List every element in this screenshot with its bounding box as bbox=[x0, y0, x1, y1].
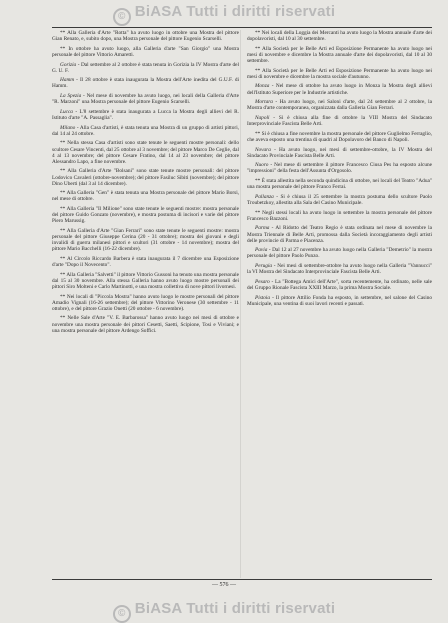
news-paragraph bbox=[52, 168, 239, 186]
news-paragraph bbox=[247, 30, 432, 42]
paragraph-text: - Il 28 ottobre è stata inaugurata la Mostra dell'Arte inedita del G.U.F. di Hamm. bbox=[52, 77, 239, 90]
news-paragraph bbox=[247, 263, 432, 275]
news-paragraph bbox=[247, 131, 432, 143]
news-paragraph bbox=[247, 46, 432, 64]
paragraph-text: ** Nei locali della Loggia dei Mercanti ha avuto luogo la Mostra annuale d'arte dei dopolavoristi, dal 10 al 30 settembre. bbox=[247, 30, 432, 43]
paragraph-text: - Al Ridotto del Teatro Regio è stata ordinata nel mese di novembre la Mostra Triennale di Belle Arti, promossa dalla Società incoraggiamento degli artisti delle provincie di Parma e Piacenza. bbox=[247, 225, 432, 244]
news-paragraph bbox=[247, 210, 432, 222]
paragraph-text: - Alla Casa d'artisti, è stata tenuta una Mostra di un gruppo di artisti pittori, dal 14 al 24 ottobre. bbox=[52, 124, 239, 137]
paragraph-text: ** Alla Galleria d'Arte "Gian Ferrari" sono state tenute le seguenti mostre: mostra personale del pittore Giuseppe Cerina (20 - 31 ottobre); mostra dei giovani e degli invalidi di guerra milanesi pittori e scultori (31 ottobre - 14 novembre); mostra del pittore Mario Bacchelli (16-22 dicembre). bbox=[52, 227, 239, 253]
paragraph-text: - Ha avuto luogo, nei mesi di settembre-ottobre, la IV Mostra del Sindacato Provinciale Fascista Belle Arti. bbox=[247, 146, 432, 159]
city-name: Gorizia bbox=[60, 61, 77, 68]
news-paragraph bbox=[52, 228, 239, 252]
watermark-top bbox=[0, 3, 448, 26]
paragraph-text: - Nei mesi di settembre-ottobre ha avuto luogo nella Galleria "Vannucci" la VI Mostra del Sindacato Interprovinciale Fascista Belle Arti. bbox=[247, 263, 432, 276]
news-paragraph bbox=[52, 109, 239, 121]
paragraph-text: ** Al Circolo Riccardo Barbera è stata inaugurata il 7 dicembre una Esposizione d'arte "Dopo il Novecento". bbox=[52, 255, 239, 269]
news-paragraph bbox=[52, 272, 239, 290]
city-name: Nuoro bbox=[255, 162, 269, 169]
copyright-seal-icon: © bbox=[113, 8, 131, 26]
city-name: Milano bbox=[60, 124, 76, 131]
paragraph-text: - Nel mese di novembre ha avuto luogo, nei locali della Galleria d'Arte "R. Marzoni" una Mostra personale del pittore Eugenio Scarselli. bbox=[52, 93, 239, 106]
news-paragraph bbox=[247, 247, 432, 259]
news-paragraph bbox=[52, 125, 239, 137]
paragraph-text: ** Alla Società per le Belle Arti ed Esposizione Permanente ha avuto luogo nei mesi di novembre e dicembre la mostra sociale d'autunno. bbox=[247, 67, 432, 80]
news-paragraph bbox=[52, 30, 239, 42]
column-divider bbox=[240, 30, 241, 578]
news-paragraph bbox=[52, 62, 239, 74]
left-column bbox=[52, 30, 239, 337]
paragraph-text: ** Negli stessi locali ha avuto luogo in settembre la mostra personale del pittore Francesco Bazzoni. bbox=[247, 209, 432, 222]
news-paragraph bbox=[247, 194, 432, 206]
paragraph-text: - Nel mese di ottobre ha avuto luogo in Monza la Mostra degli allievi dell'Istituto Superiore per le Industrie artistiche. bbox=[247, 83, 432, 96]
news-paragraph bbox=[247, 147, 432, 159]
news-paragraph bbox=[247, 68, 432, 80]
paragraph-text: ** Alla Galleria "Salvetti" il pittore Vittorio Gussoni ha tenuto una mostra personale dal 15 al 30 novembre. Alla stessa Galleria hanno avuto luogo mostre personali dei pittori Siro Molteni e Carlo Martinotti, e una mostra collettiva di nove pittori livornesi. bbox=[52, 271, 239, 290]
city-name: Mortara bbox=[255, 99, 273, 106]
city-name: Pallanza bbox=[255, 193, 274, 200]
city-name: Pesaro bbox=[255, 278, 270, 285]
city-name: La Spezia bbox=[60, 93, 82, 100]
city-name: Hamm bbox=[60, 77, 75, 84]
news-paragraph bbox=[247, 83, 432, 95]
news-paragraph bbox=[52, 315, 239, 333]
news-paragraph bbox=[247, 162, 432, 174]
paragraph-text: - Nel mese di settembre il pittore Francesco Ciusa Pes ha esposto alcune "impressioni" della festa dell'Assunta d'Orgosolo. bbox=[247, 162, 432, 175]
paragraph-text: ** Alla Galleria d'Arte "Rotta" ha avuto luogo in ottobre una Mostra del pittore Gian Renato, e, subito dopo, una Mostra personale del pittore Eugenio Scarselli. bbox=[52, 30, 239, 43]
paragraph-text: ** Alla Galleria "Il Milione" sono state tenute le seguenti mostre: mostra personale del pittore Guido Gonzato (novembre), e mostra postuma di incisori e varie del pittore Piero Marussig. bbox=[52, 206, 239, 225]
news-paragraph bbox=[247, 225, 432, 243]
paragraph-text: ** Alla Società per le Belle Arti ed Esposizione Permanente ha avuto luogo nei mesi di novembre e dicembre la Mostra annuale d'arte dei dopolavoristi, dal 10 al 30 settembre. bbox=[247, 45, 432, 64]
footer-rule bbox=[52, 579, 432, 580]
news-paragraph bbox=[52, 77, 239, 89]
paragraph-text: - Dal settembre al 2 ottobre è stata tenuta in Gorizia la IV Mostra d'arte del G. U. F. bbox=[52, 61, 239, 74]
city-name: Pistoia bbox=[255, 294, 271, 301]
paragraph-text: - La "Bottega Amici dell'Arte", sorta recentemente, ha ordinato, nelle sale del Gruppo Rionale Fascista XXIII Marzo, la prima Mostra Sociale. bbox=[247, 278, 432, 291]
paragraph-text: - Dal 12 al 27 novembre ha avuto luogo nella Galleria "Demetrio" la mostra personale del pittore Paolo Punzo. bbox=[247, 247, 432, 260]
header-rule bbox=[52, 27, 432, 28]
paragraph-text: ** Alla Galleria d'Arte "Bolsani" sono state tenute mostre personali: del pittore Lodovico Cavaleri (ottobre-novembre); del pittore Fasiluc Sibiti (novembre); del pittore Dino Uberti (dal 3 al 14 dicembre). bbox=[52, 168, 239, 187]
news-paragraph bbox=[52, 140, 239, 164]
page-number: — 576 — bbox=[212, 582, 236, 588]
paragraph-text: - Si è chiusa alla fine di ottobre la VIII Mostra del Sindacato Interprovinciale Fascista Belle Arti. bbox=[247, 115, 432, 128]
city-name: Pavia bbox=[255, 247, 268, 254]
paragraph-text: ** In ottobre ha avuto luogo, alla Galleria d'arte "San Giorgio" una Mostra personale del pittore Vittorio Amaretti. bbox=[52, 45, 239, 58]
paragraph-text: ** Alla Galleria "Gen" è stata tenuta una Mostra personale del pittore Mario Borsi, nel mese di ottobre. bbox=[52, 190, 239, 203]
news-paragraph bbox=[247, 115, 432, 127]
paragraph-text: ** Nei locali di "Piccola Mostra" hanno avuto luogo le mostre personali del pittore Amadio Vignali (16-26 settembre); del pittore Vittorino Veronese (30 settembre - 11 ottobre), e del pittore Grazio Onetti (20 ottobre - 6 novembre). bbox=[52, 293, 239, 312]
news-paragraph bbox=[52, 46, 239, 58]
news-paragraph bbox=[52, 190, 239, 202]
watermark-bottom-text: BiASA Tutti i diritti riservati bbox=[134, 600, 336, 617]
copyright-seal-icon: © bbox=[113, 605, 131, 623]
paragraph-text: - Il pittore Attilio Fonda ha esposto, in settembre, nel salone del Casino Municipale, una ventina di suoi lavori recenti e passati. bbox=[247, 294, 432, 307]
news-paragraph bbox=[247, 99, 432, 111]
news-paragraph bbox=[52, 256, 239, 268]
city-name: Monza bbox=[255, 83, 270, 90]
city-name: Novara bbox=[255, 146, 271, 153]
right-column bbox=[247, 30, 432, 310]
paragraph-text: - L'8 settembre è stata inaugurata a Lucca la Mostra degli allievi del R. Istituto d'arte "A. Passaglia". bbox=[52, 108, 239, 121]
paragraph-text: - Ha avuto luogo, nei Saloni d'arte, dal 24 settembre al 2 ottobre, la Mostra d'arte contemporanea, organizzata dalla Galleria Gian Ferrari. bbox=[247, 99, 432, 112]
news-paragraph bbox=[247, 279, 432, 291]
paragraph-text: ** È stata allestita nella seconda quindicina di ottobre, nei locali del Teatro "Adua" una mostra personale del pittore Franco Ferrai. bbox=[247, 178, 432, 191]
news-paragraph bbox=[247, 178, 432, 190]
news-paragraph bbox=[52, 294, 239, 312]
city-name: Napoli bbox=[255, 115, 270, 121]
city-name: Lucca bbox=[60, 108, 73, 115]
news-paragraph bbox=[247, 295, 432, 307]
city-name: Parma bbox=[255, 225, 270, 232]
paragraph-text: ** Nella stessa Casa d'artisti sono state tenute le seguenti mostre personali: dello scultore Cesare Vincenti, dal 25 ottobre al 3 novembre; del pittore Marco De Ceglie, dal 4 al 13 novembre; del pittore Cesare Fratino, dal 14 al 23 novembre; del pittore Alessandro Lapo, a fine novembre. bbox=[52, 140, 239, 165]
paragraph-text: ** Nelle Sale d'Arte "V. E. Barbarossa" hanno avuto luogo nei mesi di ottobre e novembre una mostra personale dei pittori Cesetti, Saetti, Scipione, Tosi e Viviani; e una mostra personale del pittore Ardengo Soffici. bbox=[52, 315, 239, 334]
news-paragraph bbox=[52, 206, 239, 224]
watermark-top-text: BiASA Tutti i diritti riservati bbox=[134, 3, 336, 20]
city-name: Perugia bbox=[255, 263, 273, 270]
paragraph-text: - Si è chiusa il 25 settembre la mostra postuma dello scultore Paolo Troubetzkoy, allestita alla Sala del Casino Municipale. bbox=[247, 193, 432, 206]
paragraph-text: ** Si è chiusa a fine novembre la mostra personale del pittore Guglielmo Ferraglio, che aveva esposto una trentina di quadri al Dopolavoro del Banco di Napoli. bbox=[247, 130, 432, 143]
news-paragraph bbox=[52, 93, 239, 105]
